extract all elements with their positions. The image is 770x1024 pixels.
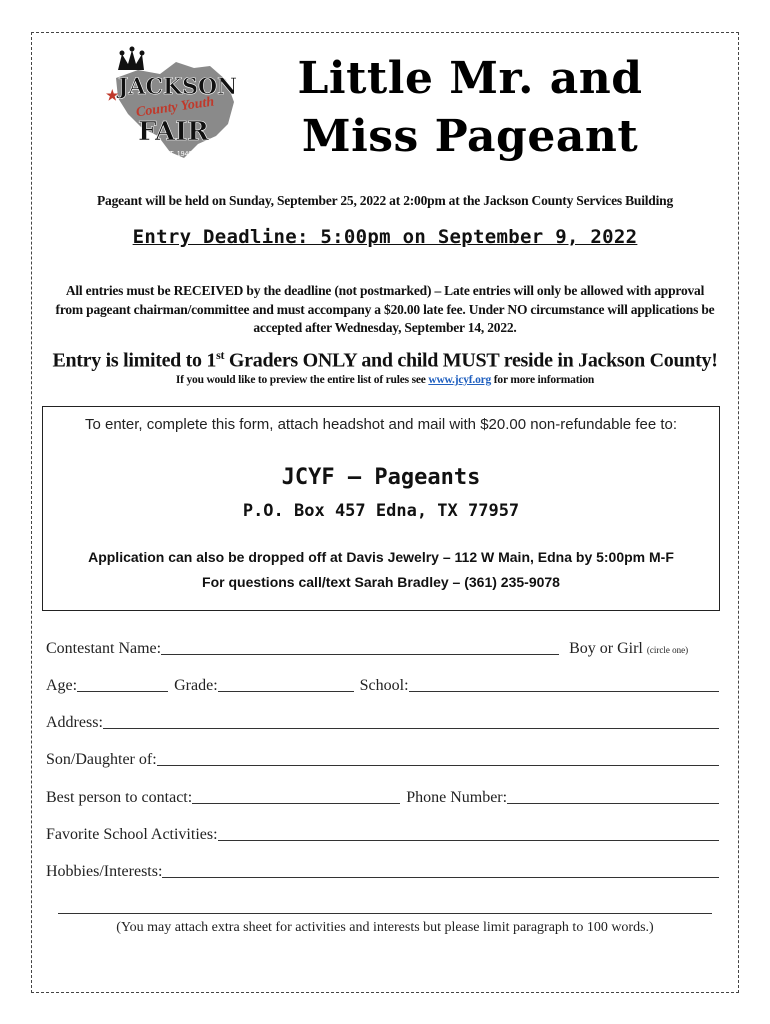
page-title <box>290 50 650 166</box>
entry-deadline: Entry Deadline: 5:00pm on September 9, 2022 <box>132 226 638 248</box>
son-daughter-row <box>46 747 719 769</box>
grade-label: Grade: <box>174 677 218 694</box>
mailing-info-box <box>42 406 720 611</box>
entries-rules-paragraph: All entries must be RECEIVED by the deadline (not postmarked) – Late entries will only be allowed with approval from pageant chairman/committee and must accompany a $20.00 late fee. Under NO circumstance will applications be accepted after Wednesday, September 14, 2022. <box>55 283 715 335</box>
contestant-name-row <box>46 636 719 658</box>
title-line-2: Miss Pageant <box>301 111 639 162</box>
hobbies-field[interactable] <box>162 862 719 878</box>
age-grade-school-row <box>46 673 719 695</box>
address-field[interactable] <box>103 713 719 729</box>
svg-text:County Youth: County Youth <box>135 94 216 121</box>
school-field[interactable] <box>409 676 719 692</box>
website-link[interactable]: www.jcyf.org <box>428 374 492 386</box>
son-daughter-label: Son/Daughter of: <box>46 751 157 768</box>
boy-or-girl-label: Boy or Girl <box>569 640 643 657</box>
mailing-address: P.O. Box 457 Edna, TX 77957 <box>242 501 520 521</box>
extra-sheet-note: (You may attach extra sheet for activities and interests but please limit paragraph to 100 words.) <box>116 920 654 935</box>
svg-text:FAIR: FAIR <box>138 117 209 147</box>
address-row <box>46 710 719 732</box>
svg-text:EST. 1949: EST. 1949 <box>160 151 193 158</box>
contestant-name-field[interactable] <box>161 639 559 655</box>
son-daughter-field[interactable] <box>157 750 719 766</box>
pageant-date-line: Pageant will be held on Sunday, September 25, 2022 at 2:00pm at the Jackson County Services Building <box>96 193 674 208</box>
school-label: School: <box>359 677 409 694</box>
activities-label: Favorite School Activities: <box>46 826 218 843</box>
svg-text:JACKSON: JACKSON <box>118 74 238 100</box>
best-contact-label: Best person to contact: <box>46 789 193 806</box>
mailing-organization: JCYF – Pageants <box>281 465 481 490</box>
phone-field[interactable] <box>507 788 719 804</box>
eligibility-notice: Entry is limited to 1st Graders ONLY and child MUST reside in Jackson County! <box>52 348 718 372</box>
extra-interests-field[interactable] <box>58 913 712 914</box>
contact-phone-row <box>46 785 719 807</box>
contestant-name-label: Contestant Name: <box>46 640 162 657</box>
address-label: Address: <box>46 714 103 731</box>
best-contact-field[interactable] <box>192 788 400 804</box>
rules-preview-line: If you would like to preview the entire list of rules see www.jcyf.org for more information <box>175 374 595 386</box>
phone-label: Phone Number: <box>406 789 508 806</box>
circle-one-note: (circle one) <box>646 645 689 655</box>
contact-info: For questions call/text Sarah Bradley – (361) 235-9078 <box>202 574 560 590</box>
mailing-instructions: To enter, complete this form, attach headshot and mail with $20.00 non-refundable fee to: <box>84 416 678 433</box>
grade-field[interactable] <box>218 676 354 692</box>
jackson-county-youth-fair-logo <box>98 40 248 165</box>
title-line-1: Little Mr. and <box>297 53 643 104</box>
hobbies-row <box>46 859 719 881</box>
activities-field[interactable] <box>218 825 719 841</box>
logo-star-icon: ★ <box>106 88 119 104</box>
age-label: Age: <box>46 677 78 694</box>
dropoff-info: Application can also be dropped off at Davis Jewelry – 112 W Main, Edna by 5:00pm M-F <box>88 549 674 565</box>
crown-icon <box>118 47 145 71</box>
hobbies-label: Hobbies/Interests: <box>46 863 163 880</box>
age-field[interactable] <box>77 676 168 692</box>
activities-row <box>46 822 719 844</box>
